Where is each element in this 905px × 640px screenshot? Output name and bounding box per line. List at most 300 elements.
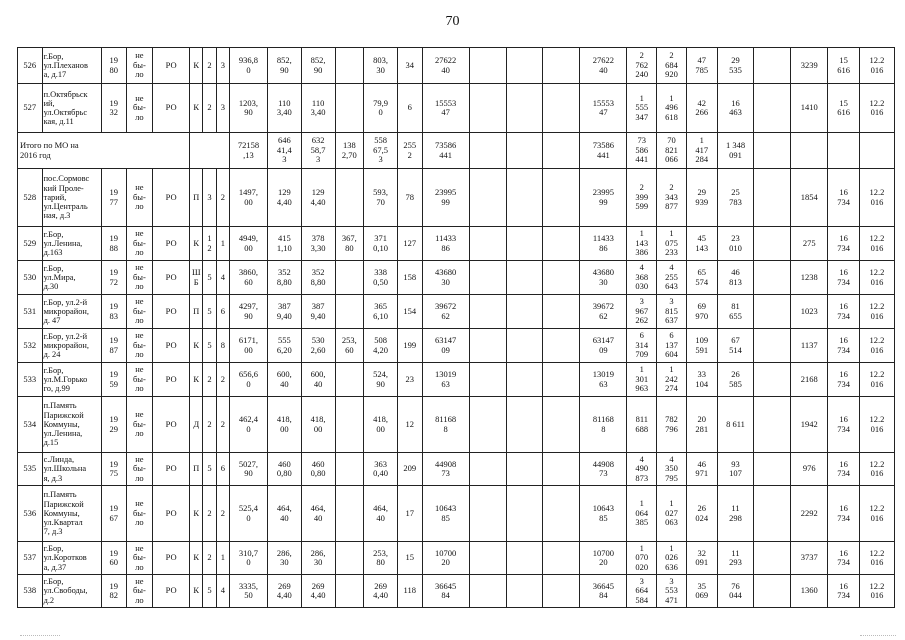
value-cell-8 (469, 295, 506, 329)
value-cell-19-text: 12.2 016 (869, 267, 885, 287)
value-cell-12-text: 4 490 873 (635, 453, 649, 483)
material-cell-text: К (193, 585, 200, 596)
value-cell-18 (828, 227, 860, 261)
value-cell-9 (506, 453, 543, 486)
value-cell-15 (717, 453, 754, 486)
value-cell-18 (828, 329, 860, 363)
value-cell-13-text: 4 255 643 (665, 262, 678, 292)
value-cell-11 (580, 295, 627, 329)
value-cell-7 (422, 227, 469, 261)
value-cell-1 (230, 133, 268, 169)
value-cell-4 (335, 261, 364, 295)
value-cell-6-text: 255 2 (403, 140, 417, 160)
row-number-cell-text: 528 (23, 191, 37, 202)
value-cell-8 (469, 397, 506, 453)
note-cell-text: не бы- ло (132, 296, 146, 326)
value-cell-11 (580, 363, 627, 397)
material-cell-text: К (193, 507, 200, 518)
value-cell-3 (301, 363, 335, 397)
floors-cell (203, 453, 216, 486)
value-cell-19 (859, 169, 894, 227)
value-cell-14 (686, 133, 717, 169)
value-cell-3 (301, 48, 335, 84)
material-cell (190, 453, 203, 486)
value-cell-16 (754, 84, 791, 133)
value-cell-19 (859, 542, 894, 575)
value-cell-14 (686, 84, 717, 133)
value-cell-18-text: 16 734 (837, 267, 850, 287)
value-cell-5 (364, 329, 398, 363)
value-cell-3 (301, 169, 335, 227)
row-number-cell-text: 538 (23, 585, 37, 596)
ro-cell-text: РО (165, 585, 177, 596)
value-cell-7-text: 11433 86 (435, 233, 457, 253)
value-cell-8 (469, 486, 506, 542)
value-cell-13-text: 2 343 877 (665, 182, 678, 212)
value-cell-2-text: 286, 30 (276, 547, 292, 567)
ro-cell-text: РО (165, 102, 177, 113)
year-cell-text: 19 72 (109, 267, 119, 287)
note-cell (126, 453, 153, 486)
value-cell-7-text: 43680 30 (435, 267, 457, 287)
row-number-cell (18, 84, 43, 133)
entrances-cell (216, 261, 229, 295)
value-cell-1-text: 936,8 0 (238, 55, 259, 75)
value-cell-6 (397, 227, 422, 261)
entrances-cell-text: 3 (220, 102, 225, 113)
address-cell (42, 227, 101, 261)
value-cell-12-text: 1 301 963 (635, 364, 649, 394)
value-cell-7 (422, 453, 469, 486)
material-cell (190, 227, 203, 261)
value-cell-2 (267, 486, 301, 542)
value-cell-18 (828, 295, 860, 329)
value-cell-17 (791, 575, 828, 608)
row-number-cell (18, 227, 43, 261)
value-cell-19-text: 12.2 016 (869, 233, 885, 253)
floors-cell-text: 2 (207, 507, 212, 518)
value-cell-18 (828, 363, 860, 397)
value-cell-15-text: 46 813 (729, 267, 742, 287)
value-cell-1-text: 656,6 0 (238, 369, 259, 389)
value-cell-3 (301, 397, 335, 453)
value-cell-14 (686, 397, 717, 453)
address-cell-text: г.Бор, ул.Мира, д.30 (43, 263, 76, 292)
value-cell-8 (469, 542, 506, 575)
value-cell-6-text: 154 (403, 305, 417, 316)
value-cell-11 (580, 542, 627, 575)
value-cell-7 (422, 486, 469, 542)
value-cell-11 (580, 397, 627, 453)
value-cell-19 (859, 227, 894, 261)
value-cell-12-text: 73 586 441 (635, 135, 649, 165)
material-cell (190, 486, 203, 542)
value-cell-1 (230, 84, 268, 133)
value-cell-12 (627, 133, 657, 169)
material-cell (190, 363, 203, 397)
address-cell (42, 575, 101, 608)
value-cell-18-text: 15 616 (837, 97, 850, 117)
address-cell-text: г.Бор, ул.Свободы, д.2 (43, 577, 88, 605)
row-number-cell (18, 453, 43, 486)
value-cell-18-text: 16 734 (837, 503, 850, 523)
row-number-cell (18, 48, 43, 84)
value-cell-11 (580, 486, 627, 542)
value-cell-12 (627, 397, 657, 453)
floors-cell (203, 329, 216, 363)
year-cell-text: 19 77 (109, 187, 119, 207)
value-cell-5 (364, 133, 398, 169)
value-cell-14-text: 65 574 (695, 267, 709, 287)
value-cell-17 (791, 169, 828, 227)
floors-cell-text: 2 (207, 418, 212, 429)
material-cell-text: К (193, 339, 200, 350)
value-cell-1 (230, 48, 268, 84)
year-cell (102, 169, 127, 227)
value-cell-19-text: 12.2 016 (869, 503, 885, 523)
value-cell-7 (422, 295, 469, 329)
value-cell-11 (580, 261, 627, 295)
note-cell (126, 295, 153, 329)
value-cell-11 (580, 453, 627, 486)
value-cell-10 (543, 329, 580, 363)
value-cell-8 (469, 453, 506, 486)
value-cell-17 (791, 295, 828, 329)
empty-cell (190, 133, 230, 169)
value-cell-5-text: 371 0,10 (373, 233, 389, 253)
value-cell-17 (791, 453, 828, 486)
value-cell-17-text: 2168 (800, 373, 818, 384)
value-cell-7-text: 36645 84 (435, 580, 457, 600)
row-number-cell-text: 533 (23, 373, 37, 384)
value-cell-14 (686, 169, 717, 227)
value-cell-3 (301, 133, 335, 169)
value-cell-17-text: 2292 (800, 507, 818, 518)
value-cell-7-text: 13019 63 (435, 369, 457, 389)
value-cell-3 (301, 575, 335, 608)
value-cell-5-text: 593, 70 (373, 187, 389, 207)
value-cell-6-text: 158 (403, 271, 417, 282)
entrances-cell (216, 48, 229, 84)
value-cell-10 (543, 363, 580, 397)
value-cell-14 (686, 261, 717, 295)
value-cell-11-text: 23995 99 (592, 187, 614, 207)
table-row (18, 329, 895, 363)
value-cell-2-text: 555 6,20 (276, 335, 292, 355)
year-cell (102, 329, 127, 363)
value-cell-3-text: 460 0,80 (310, 458, 326, 478)
value-cell-9 (506, 486, 543, 542)
value-cell-2-text: 415 1,10 (276, 233, 292, 253)
value-cell-1 (230, 261, 268, 295)
value-cell-1-text: 6171, 00 (238, 335, 259, 355)
value-cell-2-text: 464, 40 (276, 503, 292, 523)
table-row (18, 48, 895, 84)
row-number-cell-text: 527 (23, 102, 37, 113)
floors-cell-text: 1 2 (207, 233, 212, 253)
value-cell-11 (580, 575, 627, 608)
table-row (18, 575, 895, 608)
value-cell-13-text: 2 684 920 (665, 50, 678, 80)
value-cell-12 (627, 329, 657, 363)
year-cell (102, 486, 127, 542)
value-cell-6-text: 209 (403, 463, 417, 474)
value-cell-3-text: 269 4,40 (310, 580, 326, 600)
value-cell-16 (754, 397, 791, 453)
year-cell (102, 295, 127, 329)
ro-cell (153, 295, 190, 329)
material-cell (190, 84, 203, 133)
value-cell-4 (335, 453, 364, 486)
address-cell (42, 329, 101, 363)
value-cell-2-text: 646 41,4 3 (276, 135, 292, 165)
value-cell-14 (686, 486, 717, 542)
material-cell-text: К (193, 373, 200, 384)
total-label-cell (18, 133, 190, 169)
ro-cell-text: РО (165, 59, 177, 70)
value-cell-13 (657, 169, 687, 227)
value-cell-15-text: 29 535 (729, 55, 742, 75)
value-cell-9 (506, 295, 543, 329)
value-cell-12 (627, 227, 657, 261)
value-cell-15-text: 26 585 (729, 369, 742, 389)
floors-cell (203, 575, 216, 608)
value-cell-3 (301, 329, 335, 363)
value-cell-5 (364, 295, 398, 329)
value-cell-10 (543, 295, 580, 329)
value-cell-7 (422, 84, 469, 133)
value-cell-1-text: 1203, 90 (238, 97, 259, 117)
value-cell-17 (791, 542, 828, 575)
value-cell-19-text: 12.2 016 (869, 335, 885, 355)
value-cell-6-text: 199 (403, 339, 417, 350)
value-cell-6 (397, 133, 422, 169)
ro-cell (153, 169, 190, 227)
value-cell-16 (754, 261, 791, 295)
year-cell (102, 363, 127, 397)
material-cell (190, 169, 203, 227)
floors-cell-text: 2 (207, 59, 212, 70)
material-cell (190, 542, 203, 575)
value-cell-11-text: 73586 441 (592, 140, 614, 160)
ro-cell-text: РО (165, 463, 177, 474)
value-cell-2-text: 852, 90 (276, 55, 292, 75)
value-cell-10 (543, 84, 580, 133)
value-cell-2 (267, 169, 301, 227)
value-cell-15 (717, 575, 754, 608)
year-cell-text: 19 29 (109, 414, 119, 434)
value-cell-15-text: 76 044 (729, 580, 742, 600)
row-number-cell-text: 530 (23, 271, 37, 282)
value-cell-19-text: 12.2 016 (869, 369, 885, 389)
floors-cell-text: 5 (207, 585, 212, 596)
value-cell-3-text: 352 8,80 (310, 267, 326, 287)
value-cell-6-text: 127 (403, 237, 417, 248)
value-cell-14-text: 26 024 (695, 503, 709, 523)
ro-cell-text: РО (165, 339, 177, 350)
value-cell-18 (828, 261, 860, 295)
value-cell-6 (397, 453, 422, 486)
note-cell (126, 363, 153, 397)
value-cell-14 (686, 227, 717, 261)
value-cell-18-text: 15 616 (837, 55, 850, 75)
value-cell-2 (267, 363, 301, 397)
floors-cell-text: 3 (207, 191, 212, 202)
value-cell-17-text: 1023 (800, 305, 818, 316)
value-cell-18-text: 16 734 (837, 233, 850, 253)
table-row (18, 261, 895, 295)
value-cell-6 (397, 261, 422, 295)
value-cell-18 (828, 48, 860, 84)
value-cell-19-text: 12.2 016 (869, 301, 885, 321)
value-cell-10 (543, 486, 580, 542)
value-cell-19 (859, 48, 894, 84)
value-cell-19 (859, 133, 894, 169)
entrances-cell (216, 542, 229, 575)
value-cell-4 (335, 133, 364, 169)
year-cell-text: 19 82 (109, 580, 119, 600)
value-cell-19 (859, 84, 894, 133)
value-cell-6 (397, 363, 422, 397)
address-cell (42, 363, 101, 397)
address-cell-text: п.Память Парижской Коммуны, ул.Квартал 7, д.3 (43, 490, 84, 537)
row-number-cell (18, 575, 43, 608)
floors-cell-text: 2 (207, 102, 212, 113)
floors-cell (203, 363, 216, 397)
ro-cell (153, 575, 190, 608)
note-cell-text: не бы- ло (132, 92, 146, 122)
value-cell-9 (506, 261, 543, 295)
value-cell-11-text: 36645 84 (592, 580, 614, 600)
value-cell-9 (506, 397, 543, 453)
value-cell-17 (791, 48, 828, 84)
ro-cell-text: РО (165, 507, 177, 518)
value-cell-7 (422, 48, 469, 84)
floors-cell (203, 295, 216, 329)
note-cell-text: не бы- ло (132, 498, 146, 528)
row-number-cell-text: 534 (23, 418, 37, 429)
value-cell-14-text: 32 091 (695, 547, 709, 567)
value-cell-10 (543, 227, 580, 261)
value-cell-7 (422, 397, 469, 453)
table-row (18, 542, 895, 575)
note-cell (126, 84, 153, 133)
ro-cell (153, 261, 190, 295)
value-cell-13-text: 70 821 066 (665, 135, 678, 165)
ro-cell-text: РО (165, 418, 177, 429)
row-number-cell (18, 295, 43, 329)
value-cell-8 (469, 48, 506, 84)
value-cell-4 (335, 227, 364, 261)
value-cell-12-text: 811 688 (635, 414, 649, 434)
entrances-cell-text: 3 (220, 59, 225, 70)
ro-cell (153, 227, 190, 261)
value-cell-1 (230, 363, 268, 397)
value-cell-12 (627, 295, 657, 329)
value-cell-3-text: 852, 90 (310, 55, 326, 75)
note-cell-text: не бы- ло (132, 364, 146, 394)
value-cell-13-text: 1 027 063 (665, 498, 678, 528)
value-cell-4 (335, 295, 364, 329)
address-cell (42, 542, 101, 575)
value-cell-19-text: 12.2 016 (869, 580, 885, 600)
value-cell-15-text: 67 514 (729, 335, 742, 355)
floors-cell-text: 2 (207, 373, 212, 384)
value-cell-11 (580, 48, 627, 84)
value-cell-1-text: 4297, 90 (238, 301, 259, 321)
value-cell-17-text: 275 (802, 237, 816, 248)
value-cell-15 (717, 329, 754, 363)
value-cell-18-text: 16 734 (837, 580, 850, 600)
value-cell-15-text: 25 783 (729, 187, 742, 207)
value-cell-10 (543, 397, 580, 453)
margin-mark-left (20, 635, 60, 637)
value-cell-6 (397, 329, 422, 363)
address-cell-text: пос.Сормовс кий Проле- тарий, ул.Централь ная, д.3 (43, 174, 90, 221)
value-cell-3-text: 286, 30 (310, 547, 326, 567)
floors-cell (203, 84, 216, 133)
value-cell-9 (506, 227, 543, 261)
entrances-cell-text: 2 (220, 191, 225, 202)
value-cell-10 (543, 542, 580, 575)
entrances-cell-text: 6 (220, 305, 225, 316)
ro-cell-text: РО (165, 305, 177, 316)
value-cell-15 (717, 84, 754, 133)
row-number-cell (18, 261, 43, 295)
value-cell-11-text: 39672 62 (592, 301, 614, 321)
value-cell-18-text: 16 734 (837, 335, 850, 355)
value-cell-3 (301, 227, 335, 261)
margin-mark-right (860, 635, 896, 637)
value-cell-18 (828, 486, 860, 542)
value-cell-16 (754, 575, 791, 608)
total-label-cell-text: Итого по МО на 2016 год (20, 140, 79, 160)
value-cell-16 (754, 453, 791, 486)
value-cell-12 (627, 363, 657, 397)
value-cell-17 (791, 227, 828, 261)
value-cell-7-text: 63147 09 (435, 335, 457, 355)
value-cell-2 (267, 542, 301, 575)
value-cell-6-text: 23 (405, 373, 415, 384)
value-cell-6-text: 17 (405, 507, 415, 518)
row-number-cell-text: 535 (23, 463, 37, 474)
value-cell-5 (364, 575, 398, 608)
address-cell (42, 397, 101, 453)
value-cell-12 (627, 542, 657, 575)
value-cell-2 (267, 84, 301, 133)
table-row (18, 397, 895, 453)
value-cell-6-text: 6 (407, 102, 412, 113)
value-cell-12-text: 2 399 599 (635, 182, 649, 212)
value-cell-3-text: 464, 40 (310, 503, 326, 523)
value-cell-13-text: 1 242 274 (665, 364, 678, 394)
year-cell (102, 261, 127, 295)
value-cell-4 (335, 575, 364, 608)
note-cell (126, 542, 153, 575)
value-cell-5 (364, 397, 398, 453)
value-cell-3-text: 110 3,40 (310, 97, 326, 117)
housing-register-table (17, 47, 895, 608)
value-cell-5 (364, 169, 398, 227)
floors-cell (203, 542, 216, 575)
entrances-cell (216, 397, 229, 453)
material-cell-text: К (193, 552, 200, 563)
value-cell-14-text: 109 591 (695, 335, 709, 355)
value-cell-1-text: 4949, 00 (238, 233, 259, 253)
entrances-cell-text: 2 (220, 418, 225, 429)
value-cell-2-text: 269 4,40 (276, 580, 292, 600)
ro-cell-text: РО (165, 191, 177, 202)
